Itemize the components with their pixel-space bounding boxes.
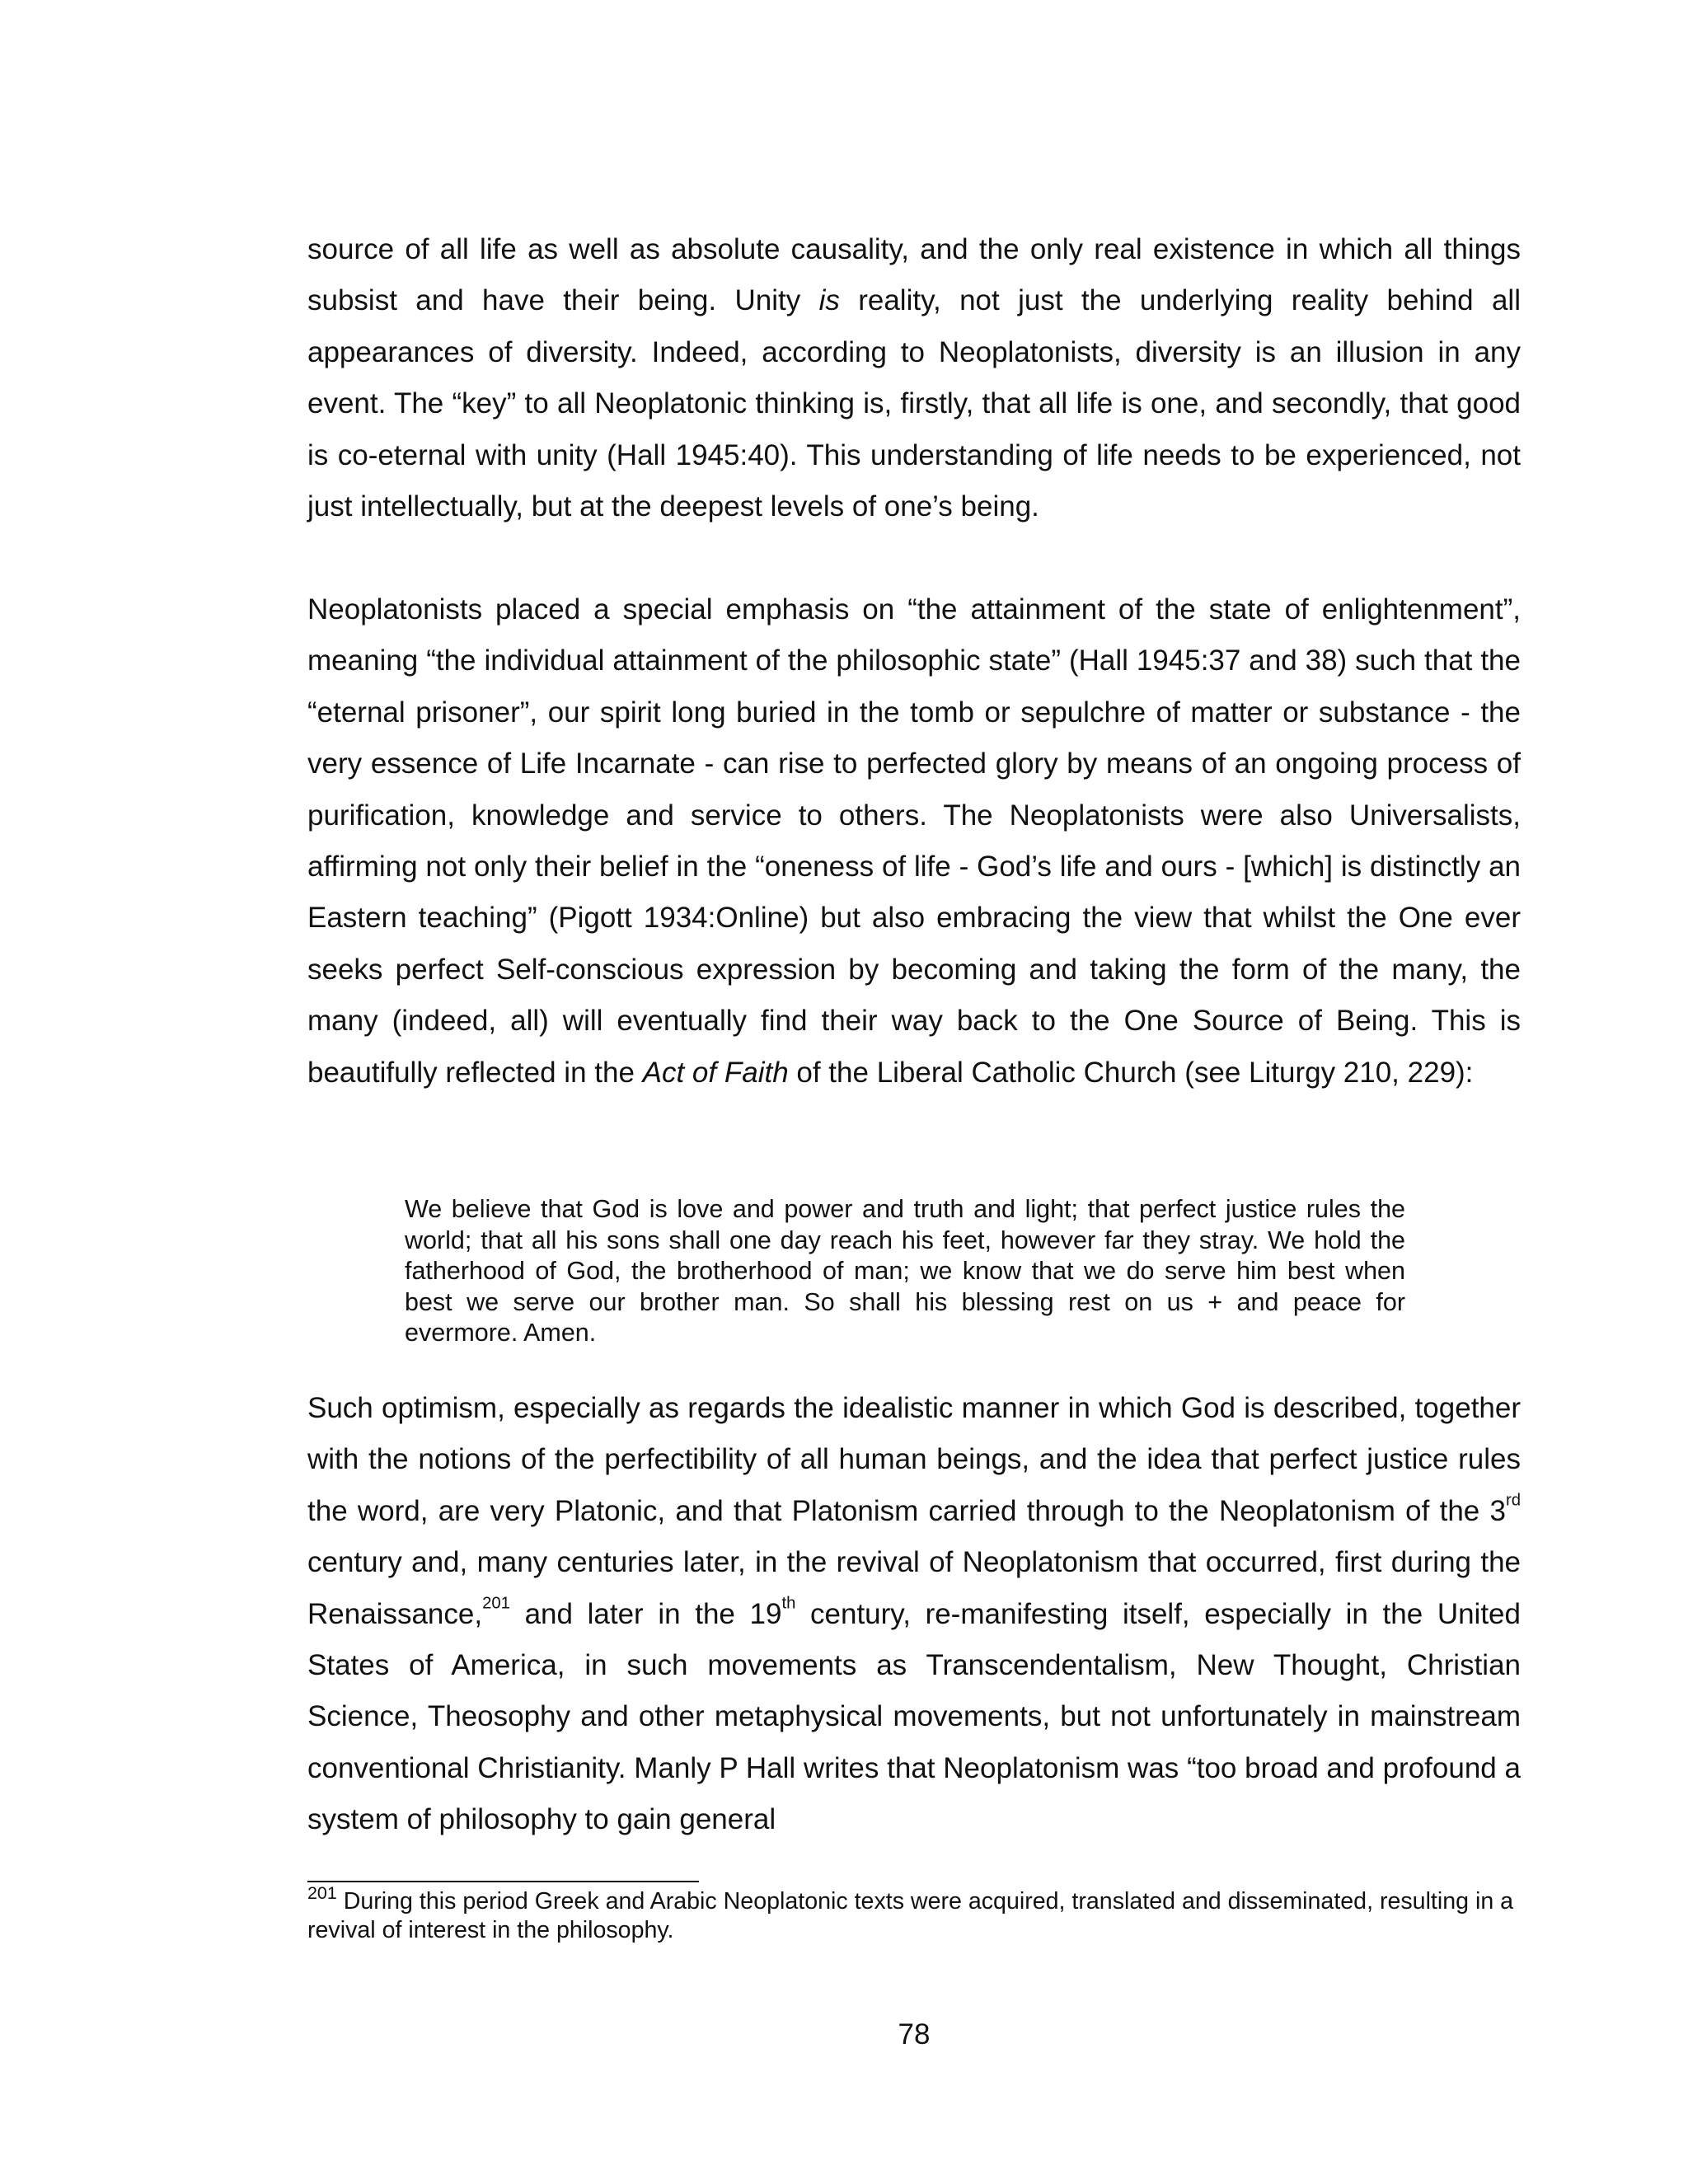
superscript-ordinal-rd: rd: [1505, 1491, 1521, 1510]
footnote-separator: [307, 1881, 699, 1882]
paragraph-1-emphasis: is: [818, 284, 840, 317]
page-number: 78: [898, 2018, 931, 2050]
paragraph-3: [307, 1383, 1521, 1846]
paragraph-3-text-d: century, re-manifesting itself, especially in the United States of America, in such movements as Transcendentalism, New Thought, Christian Science, Theosophy and other metaphysical movements, but not unfortunately in mainstream conventional Christianity. Manly P Hall writes that Neoplatonism was “too broad and profound a system of philosophy to gain general: [307, 1597, 1521, 1836]
paragraph-2: [307, 584, 1521, 1099]
paragraph-1-text-a: source of all life as well as absolute causality, and the only real existence in which all things subsist and have their being. Unity: [307, 233, 1521, 317]
paragraph-3-text-c: and later in the 19: [509, 1597, 782, 1630]
footnote-reference[interactable]: 201: [482, 1594, 510, 1613]
paragraph-1-text-b: reality, not just the underlying reality behind all appearances of diversity. Indeed, according to Neoplatonists, diversity is an illusion in any event. The “key” to all Neoplatonic thinking is, firstly, that all life is one, and secondly, that good is co-eternal with unity (Hall 1945:40). This understanding of life needs to be experienced, not just intellectually, but at the deepest levels of one’s being.: [307, 284, 1521, 523]
paragraph-3-text-b: century and, many centuries later, in the revival of Neoplatonism that occurred, first during the Renaissance,: [307, 1546, 1521, 1630]
paragraph-3-text-a: Such optimism, especially as regards the idealistic manner in which God is described, together with the notions of the perfectibility of all human beings, and the idea that perfect justice rules the word, are very Platonic, and that Platonism carried through to the Neoplatonism of the 3: [307, 1392, 1521, 1527]
paragraph-2-text-a: Neoplatonists placed a special emphasis on “the attainment of the state of enlightenment”, meaning “the individual attainment of the philosophic state” (Hall 1945:37 and 38) such that the “eternal prisoner”, our spirit long buried in the tomb or sepulchre of matter or substance - the very essence of Life Incarnate - can rise to perfected glory by means of an ongoing process of purification, knowledge and service to others. The Neoplatonists were also Universalists, affirming not only their belief in the “oneness of life - God’s life and ours - [which] is distinctly an Eastern teaching” (Pigott 1934:Online) but also embracing the view that whilst the One ever seeks perfect Self-conscious expression by becoming and taking the form of the many, the many (indeed, all) will eventually find their way back to the One Source of Being. This is beautifully reflected in the: [307, 593, 1521, 1089]
superscript-ordinal-th: th: [781, 1594, 796, 1613]
footnote: [307, 1883, 1521, 1945]
paragraph-1: [307, 224, 1521, 532]
footnote-number: 201: [307, 1883, 337, 1904]
paragraph-2-emphasis: Act of Faith: [642, 1056, 789, 1089]
paragraph-2-text-b: of the Liberal Catholic Church (see Liturgy 210, 229):: [788, 1056, 1474, 1089]
footnote-text: During this period Greek and Arabic Neoplatonic texts were acquired, translated and disseminated, resulting in a revival of interest in the philosophy.: [307, 1888, 1514, 1943]
block-quote: We believe that God is love and power and truth and light; that perfect justice rules the world; that all his sons shall one day reach his feet, however far they stray. We hold the fatherhood of God, the brotherhood of man; we know that we do serve him best when best we serve our brother man. So shall his blessing rest on us + and peace for evermore. Amen.: [405, 1195, 1405, 1347]
